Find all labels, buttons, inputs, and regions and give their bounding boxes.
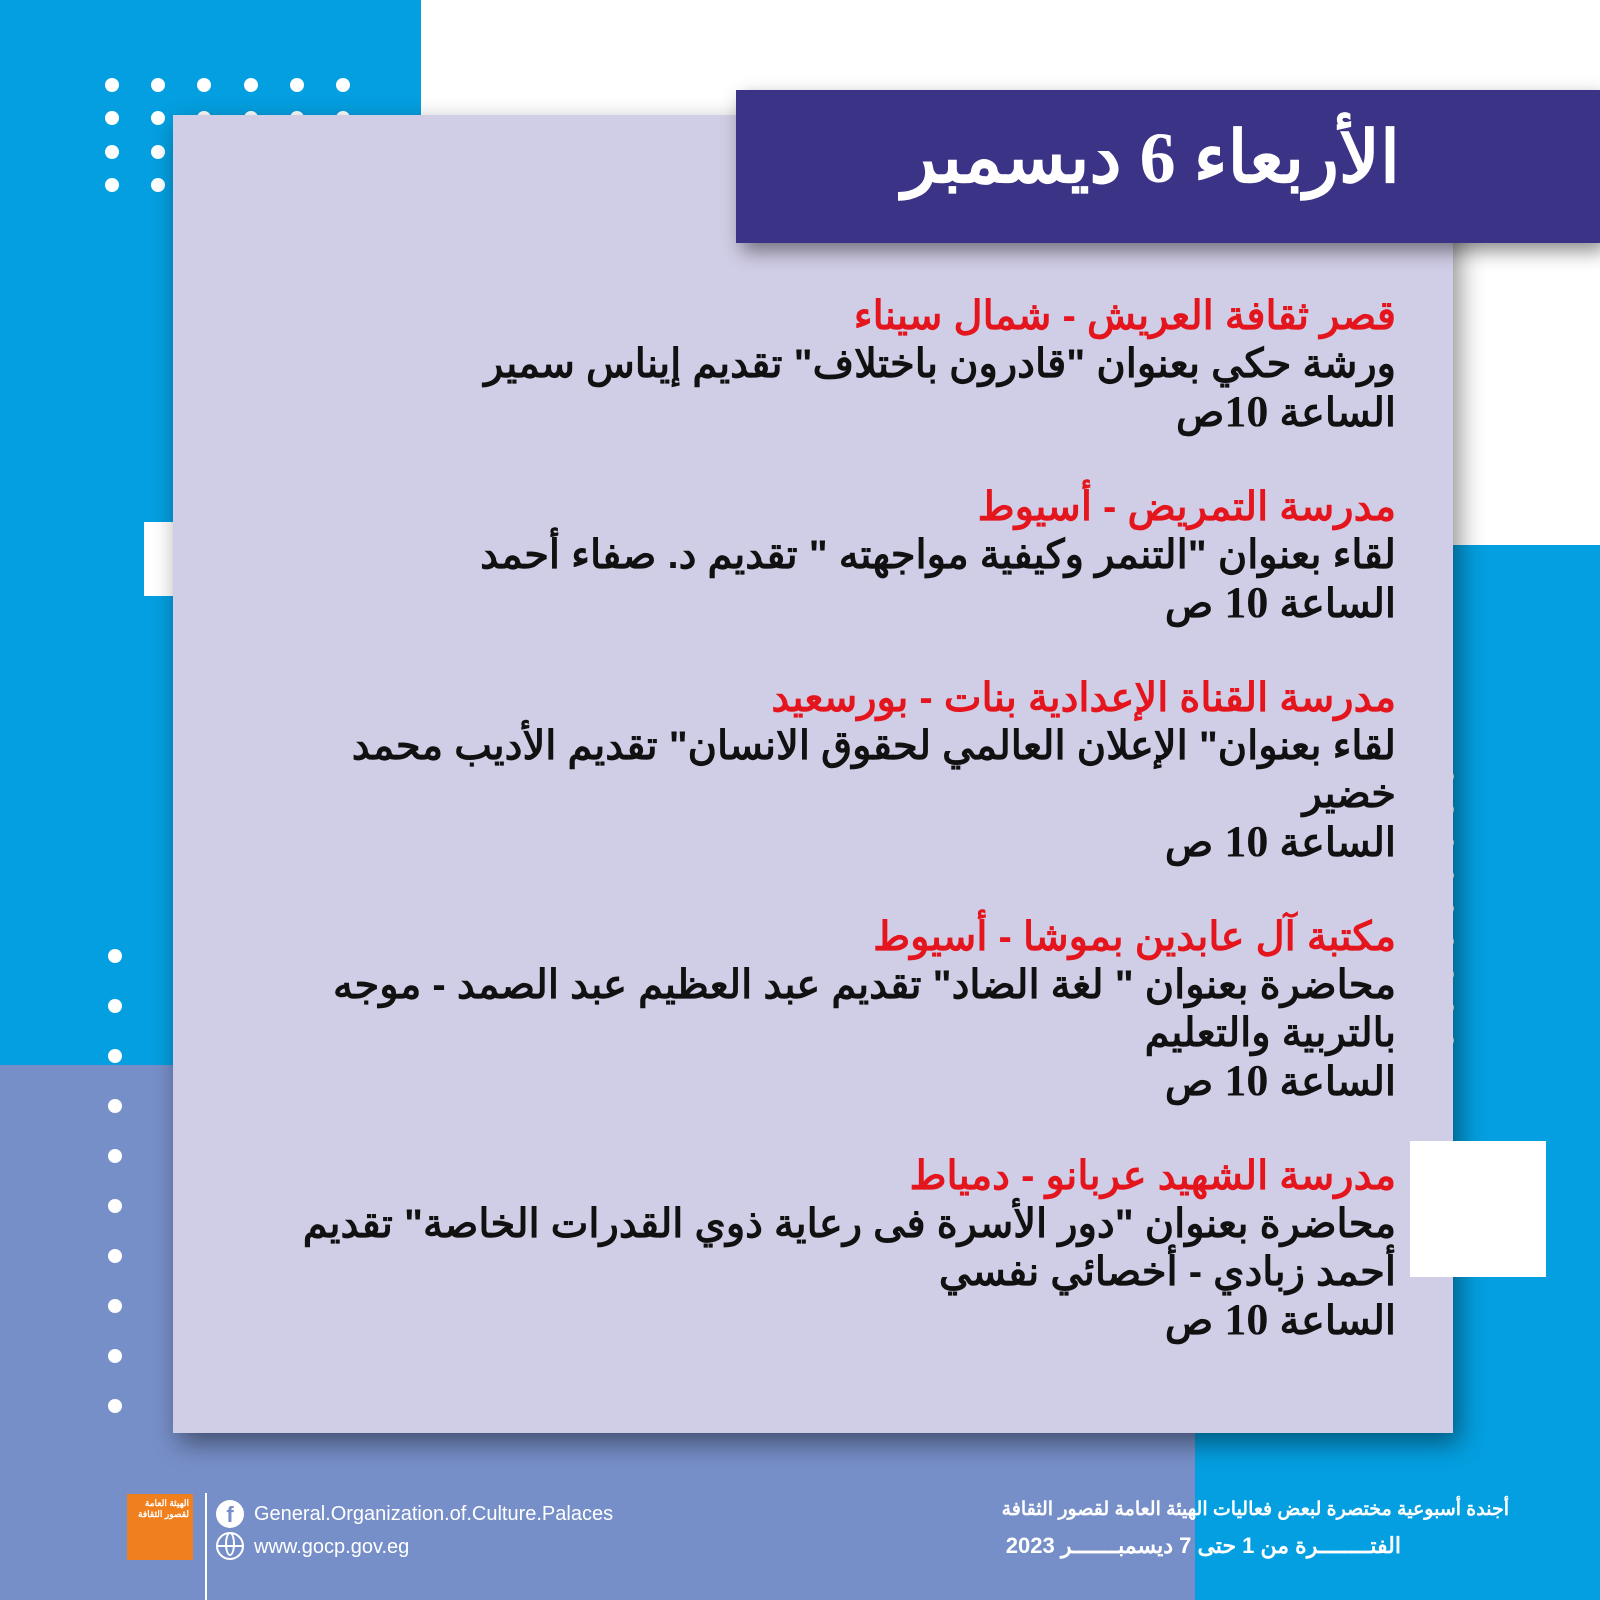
event-time-suffix: ص <box>1164 582 1225 626</box>
event-time <box>230 1057 1396 1106</box>
dot-column-left <box>0 0 140 1420</box>
event-time-suffix: ص <box>1176 391 1225 435</box>
event-description: ورشة حكي بعنوان "قادرون باختلاف" تقديم إيناس سمير <box>484 342 1396 386</box>
event-time-hour: 10 <box>1224 1056 1269 1105</box>
event-venue: مكتبة آل عابدين بموشا - أسيوط <box>873 915 1396 959</box>
globe-icon[interactable] <box>216 1532 244 1560</box>
footer-divider <box>205 1493 207 1600</box>
event-item <box>230 1152 1396 1345</box>
event-time-suffix: ص <box>1164 1299 1225 1343</box>
event-time <box>230 1296 1396 1345</box>
date-title: الأربعاء 6 ديسمبر <box>902 118 1400 198</box>
decorative-white-square-right <box>1410 1141 1546 1277</box>
event-time-prefix: الساعة <box>1268 391 1396 435</box>
event-time <box>230 388 1396 437</box>
event-venue: قصر ثقافة العريش - شمال سيناء <box>853 294 1396 338</box>
event-item <box>230 674 1396 867</box>
event-time-hour: 10 <box>1224 578 1269 627</box>
event-time-prefix: الساعة <box>1268 582 1396 626</box>
events-list <box>230 292 1396 1391</box>
event-time-prefix: الساعة <box>1268 1060 1396 1104</box>
event-venue: مدرسة الشهيد عربانو - دمياط <box>909 1154 1396 1198</box>
agenda-caption: أجندة أسبوعية مختصرة لبعض فعاليات الهيئة العامة لقصور الثقافة <box>1001 1499 1509 1520</box>
event-time-prefix: الساعة <box>1268 821 1396 865</box>
event-time-suffix: ص <box>1164 821 1225 865</box>
logo-text: الهيئة العامة لقصور الثقافة <box>138 1498 189 1519</box>
event-item <box>230 483 1396 628</box>
website-link[interactable]: www.gocp.gov.eg <box>254 1536 410 1558</box>
facebook-page-link[interactable]: General.Organization.of.Culture.Palaces <box>254 1503 614 1525</box>
event-description: محاضرة بعنوان "دور الأسرة فى رعاية ذوي القدرات الخاصة" تقديم أحمد زبادي - أخصائي نفسي <box>302 1202 1396 1294</box>
date-banner <box>736 90 1600 243</box>
event-time <box>230 579 1396 628</box>
event-time-suffix: ص <box>1164 1060 1225 1104</box>
event-venue: مدرسة التمريض - أسيوط <box>977 485 1396 529</box>
event-description: لقاء بعنوان "التنمر وكيفية مواجهته " تقديم د. صفاء أحمد <box>480 533 1396 577</box>
event-description: محاضرة بعنوان " لغة الضاد" تقديم عبد العظيم عبد الصمد - موجه بالتربية والتعليم <box>333 963 1396 1055</box>
organization-logo <box>127 1494 193 1560</box>
event-time-hour: 10 <box>1224 817 1269 866</box>
event-venue: مدرسة القناة الإعدادية بنات - بورسعيد <box>771 676 1396 720</box>
event-time-prefix: الساعة <box>1268 1299 1396 1343</box>
event-time-hour: 10 <box>1224 1295 1269 1344</box>
event-item <box>230 292 1396 437</box>
event-description: لقاء بعنوان" الإعلان العالمي لحقوق الانسان" تقديم الأديب محمد خضير <box>351 724 1396 816</box>
period-caption: الفتــــــــرة من 1 حتى 7 ديسمبـــــــر 2023 <box>1005 1533 1401 1558</box>
event-time <box>230 818 1396 867</box>
event-time-hour: 10 <box>1224 387 1269 436</box>
event-item <box>230 913 1396 1106</box>
facebook-icon[interactable]: f <box>216 1500 244 1528</box>
